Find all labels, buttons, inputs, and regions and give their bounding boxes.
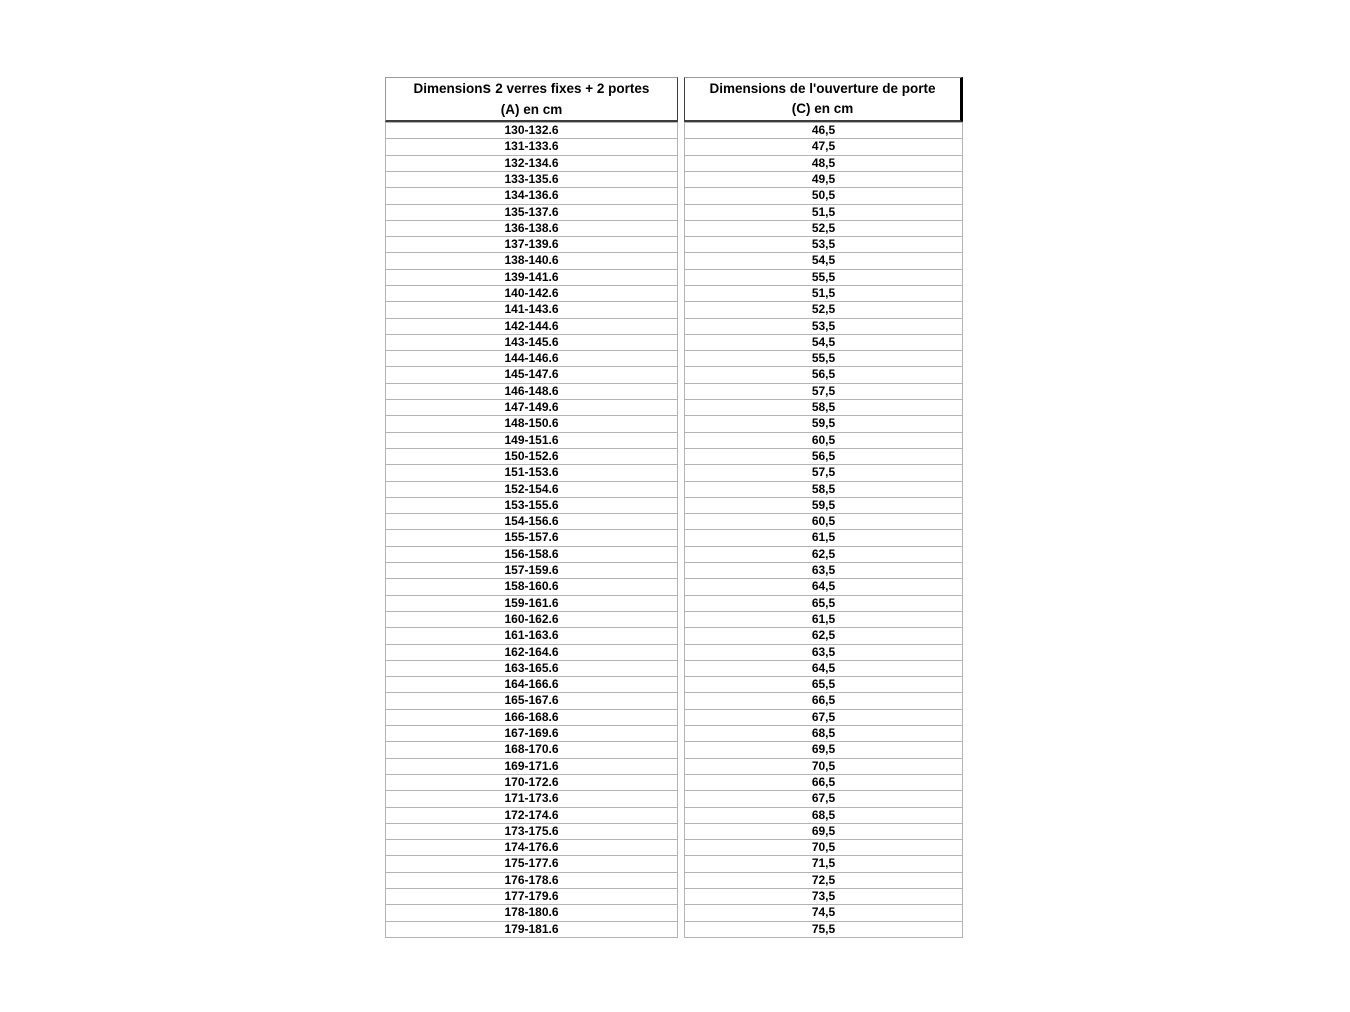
opening-c-cell: 70,5 (684, 759, 963, 775)
table-row (385, 351, 963, 367)
table-row (385, 547, 963, 563)
table-row (385, 416, 963, 432)
dimension-a-cell: 139-141.6 (385, 270, 678, 286)
table-row (385, 188, 963, 204)
header-row (385, 77, 963, 122)
opening-c-cell: 62,5 (684, 547, 963, 563)
opening-c-cell: 63,5 (684, 563, 963, 579)
table-row (385, 400, 963, 416)
dimension-a-cell: 131-133.6 (385, 139, 678, 155)
table-row (385, 824, 963, 840)
opening-c-cell: 55,5 (684, 270, 963, 286)
table-row (385, 221, 963, 237)
dimension-a-cell: 172-174.6 (385, 808, 678, 824)
table-row (385, 873, 963, 889)
table-row (385, 677, 963, 693)
table-row (385, 172, 963, 188)
table-row (385, 759, 963, 775)
dimension-a-cell: 138-140.6 (385, 253, 678, 269)
dimension-a-cell: 161-163.6 (385, 628, 678, 644)
table-row (385, 498, 963, 514)
opening-c-cell: 50,5 (684, 188, 963, 204)
table-row (385, 319, 963, 335)
opening-c-cell: 69,5 (684, 742, 963, 758)
table-row (385, 612, 963, 628)
opening-c-cell: 53,5 (684, 319, 963, 335)
opening-c-cell: 69,5 (684, 824, 963, 840)
table-row (385, 139, 963, 155)
opening-c-cell: 48,5 (684, 156, 963, 172)
dimension-a-cell: 143-145.6 (385, 335, 678, 351)
dimension-a-cell: 156-158.6 (385, 547, 678, 563)
dimension-a-cell: 162-164.6 (385, 645, 678, 661)
table-row (385, 156, 963, 172)
table-row (385, 661, 963, 677)
table-row (385, 693, 963, 709)
dimension-a-cell: 179-181.6 (385, 922, 678, 938)
header-a-line1: Dimensions 2 verres fixes + 2 portes (413, 80, 650, 97)
dimension-a-cell: 171-173.6 (385, 791, 678, 807)
dimension-a-cell: 159-161.6 (385, 596, 678, 612)
table-row (385, 384, 963, 400)
table-row (385, 205, 963, 221)
opening-c-cell: 67,5 (684, 710, 963, 726)
table-row (385, 433, 963, 449)
table-body (385, 122, 963, 938)
table-row (385, 530, 963, 546)
opening-c-cell: 62,5 (684, 628, 963, 644)
table-row (385, 808, 963, 824)
opening-c-cell: 67,5 (684, 791, 963, 807)
table-row (385, 302, 963, 318)
opening-c-cell: 65,5 (684, 677, 963, 693)
dimension-a-cell: 137-139.6 (385, 237, 678, 253)
opening-c-cell: 54,5 (684, 253, 963, 269)
dimension-a-cell: 134-136.6 (385, 188, 678, 204)
dimension-a-cell: 178-180.6 (385, 905, 678, 921)
opening-c-cell: 57,5 (684, 384, 963, 400)
opening-c-cell: 51,5 (684, 205, 963, 221)
opening-c-cell: 68,5 (684, 808, 963, 824)
table-row (385, 791, 963, 807)
dimension-a-cell: 132-134.6 (385, 156, 678, 172)
table-row (385, 253, 963, 269)
dimension-a-cell: 174-176.6 (385, 840, 678, 856)
table-row (385, 514, 963, 530)
table-row (385, 270, 963, 286)
opening-c-cell: 75,5 (684, 922, 963, 938)
opening-c-cell: 57,5 (684, 465, 963, 481)
opening-c-cell: 60,5 (684, 514, 963, 530)
opening-c-cell: 56,5 (684, 449, 963, 465)
dimension-a-cell: 167-169.6 (385, 726, 678, 742)
table-row (385, 367, 963, 383)
dimension-a-cell: 176-178.6 (385, 873, 678, 889)
dimension-table-container (379, 77, 969, 938)
dimension-a-cell: 133-135.6 (385, 172, 678, 188)
table-row (385, 645, 963, 661)
opening-c-cell: 64,5 (684, 661, 963, 677)
opening-c-cell: 73,5 (684, 889, 963, 905)
dimension-a-cell: 157-159.6 (385, 563, 678, 579)
opening-c-cell: 56,5 (684, 367, 963, 383)
opening-c-cell: 53,5 (684, 237, 963, 253)
dimension-a-cell: 165-167.6 (385, 693, 678, 709)
dimension-a-cell: 140-142.6 (385, 286, 678, 302)
table-row (385, 889, 963, 905)
dimension-a-cell: 170-172.6 (385, 775, 678, 791)
opening-c-cell: 59,5 (684, 416, 963, 432)
dimension-a-cell: 169-171.6 (385, 759, 678, 775)
dimension-a-cell: 175-177.6 (385, 856, 678, 872)
dimension-a-cell: 147-149.6 (385, 400, 678, 416)
opening-c-cell: 52,5 (684, 302, 963, 318)
opening-c-cell: 71,5 (684, 856, 963, 872)
table-row (385, 563, 963, 579)
dimension-a-cell: 163-165.6 (385, 661, 678, 677)
opening-c-cell: 66,5 (684, 693, 963, 709)
opening-c-cell: 51,5 (684, 286, 963, 302)
opening-c-cell: 52,5 (684, 221, 963, 237)
opening-c-cell: 61,5 (684, 530, 963, 546)
table-row (385, 122, 963, 139)
header-col-c (684, 77, 963, 122)
dimension-a-cell: 151-153.6 (385, 465, 678, 481)
dimension-a-cell: 146-148.6 (385, 384, 678, 400)
opening-c-cell: 46,5 (684, 122, 963, 139)
table-header (385, 77, 963, 122)
dimension-a-cell: 152-154.6 (385, 482, 678, 498)
header-c-line1: Dimensions de l'ouverture de porte (709, 81, 936, 97)
table-row (385, 905, 963, 921)
dimension-a-cell: 136-138.6 (385, 221, 678, 237)
dimension-a-cell: 149-151.6 (385, 433, 678, 449)
dimension-a-cell: 166-168.6 (385, 710, 678, 726)
dimension-a-cell: 164-166.6 (385, 677, 678, 693)
dimension-a-cell: 158-160.6 (385, 579, 678, 595)
header-c-line2: (C) en cm (791, 101, 854, 117)
dimension-a-cell: 130-132.6 (385, 122, 678, 139)
dimensions-table (379, 77, 969, 938)
dimension-a-cell: 173-175.6 (385, 824, 678, 840)
table-row (385, 237, 963, 253)
opening-c-cell: 58,5 (684, 400, 963, 416)
dimension-a-cell: 142-144.6 (385, 319, 678, 335)
opening-c-cell: 64,5 (684, 579, 963, 595)
table-row (385, 596, 963, 612)
table-row (385, 579, 963, 595)
opening-c-cell: 65,5 (684, 596, 963, 612)
dimension-a-cell: 135-137.6 (385, 205, 678, 221)
table-row (385, 840, 963, 856)
dimension-a-cell: 154-156.6 (385, 514, 678, 530)
table-row (385, 726, 963, 742)
opening-c-cell: 60,5 (684, 433, 963, 449)
opening-c-cell: 59,5 (684, 498, 963, 514)
table-row (385, 856, 963, 872)
table-row (385, 628, 963, 644)
dimension-a-cell: 148-150.6 (385, 416, 678, 432)
opening-c-cell: 49,5 (684, 172, 963, 188)
opening-c-cell: 72,5 (684, 873, 963, 889)
dimension-a-cell: 150-152.6 (385, 449, 678, 465)
dimension-a-cell: 177-179.6 (385, 889, 678, 905)
opening-c-cell: 58,5 (684, 482, 963, 498)
dimension-a-cell: 160-162.6 (385, 612, 678, 628)
opening-c-cell: 68,5 (684, 726, 963, 742)
opening-c-cell: 54,5 (684, 335, 963, 351)
table-row (385, 482, 963, 498)
table-row (385, 775, 963, 791)
dimension-a-cell: 153-155.6 (385, 498, 678, 514)
dimension-a-cell: 145-147.6 (385, 367, 678, 383)
opening-c-cell: 70,5 (684, 840, 963, 856)
header-col-a (385, 77, 678, 122)
dimension-a-cell: 141-143.6 (385, 302, 678, 318)
table-row (385, 710, 963, 726)
table-row (385, 742, 963, 758)
opening-c-cell: 47,5 (684, 139, 963, 155)
table-row (385, 449, 963, 465)
table-row (385, 922, 963, 938)
dimension-a-cell: 144-146.6 (385, 351, 678, 367)
opening-c-cell: 61,5 (684, 612, 963, 628)
opening-c-cell: 55,5 (684, 351, 963, 367)
dimension-a-cell: 168-170.6 (385, 742, 678, 758)
table-row (385, 335, 963, 351)
opening-c-cell: 66,5 (684, 775, 963, 791)
header-a-line2: (A) en cm (500, 102, 563, 118)
table-row (385, 286, 963, 302)
table-row (385, 465, 963, 481)
dimension-a-cell: 155-157.6 (385, 530, 678, 546)
opening-c-cell: 63,5 (684, 645, 963, 661)
opening-c-cell: 74,5 (684, 905, 963, 921)
